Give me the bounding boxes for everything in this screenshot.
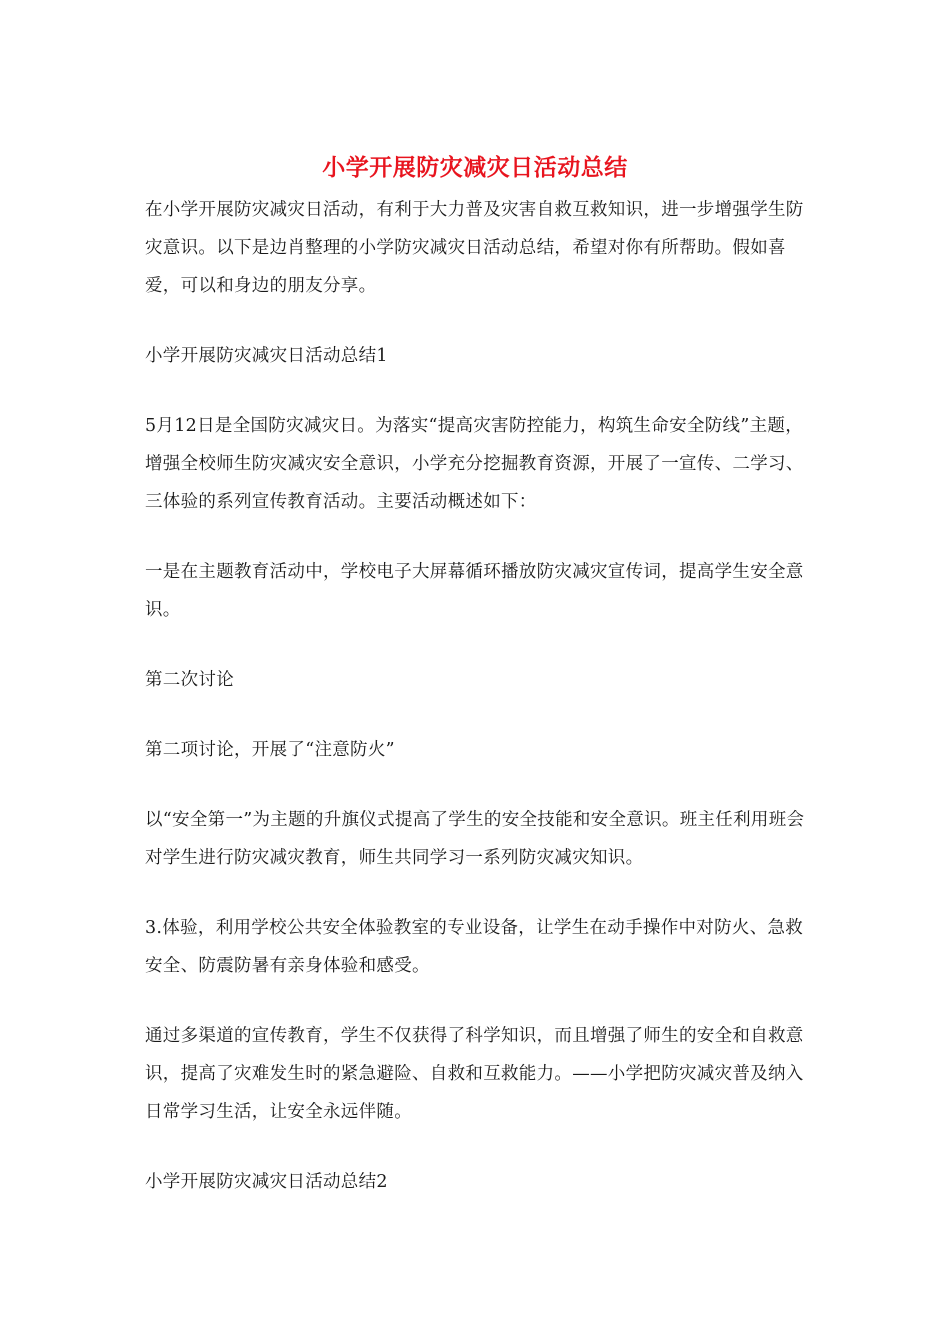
- paragraph-second-item: 第二项讨论，开展了“注意防火”: [145, 740, 395, 760]
- paragraph-experience: 3.体验，利用学校公共安全体验教室的专业设备，让学生在动手操作中对防火、急救安全、防震防暑有亲身体验和感受。: [145, 918, 804, 976]
- document-body: [145, 191, 810, 1233]
- paragraph-flag-ceremony: 以“安全第一”为主题的升旗仪式提高了学生的安全技能和安全意识。班主任利用班会对学生进行防灾减灾教育，师生共同学习一系列防灾减灾知识。: [145, 810, 805, 868]
- document-title: 小学开展防灾减灾日活动总结: [322, 154, 628, 181]
- paragraph-intro: 在小学开展防灾减灾日活动，有利于大力普及灾害自救互救知识，进一步增强学生防灾意识。以下是边肖整理的小学防灾减灾日活动总结，希望对你有所帮助。假如喜爱，可以和身边的朋友分享。: [145, 200, 804, 296]
- section-heading-1: 小学开展防灾减灾日活动总结1: [145, 346, 388, 366]
- paragraph-first-activity: 一是在主题教育活动中，学校电子大屏幕循环播放防灾减灾宣传词，提高学生安全意识。: [145, 562, 804, 620]
- paragraph-conclusion: 通过多渠道的宣传教育，学生不仅获得了科学知识，而且增强了师生的安全和自救意识，提高了灾难发生时的紧急避险、自救和互救能力。——小学把防灾减灾普及纳入日常学习生活，让安全永远伴随。: [145, 1026, 804, 1122]
- paragraph-second-discussion: 第二次讨论: [145, 670, 234, 690]
- section-heading-2: 小学开展防灾减灾日活动总结2: [145, 1172, 388, 1192]
- paragraph-overview: 5月12日是全国防灾减灾日。为落实“提高灾害防控能力，构筑生命安全防线”主题，增强全校师生防灾减灾安全意识，小学充分挖掘教育资源，开展了一宣传、二学习、三体验的系列宣传教育活动。主要活动概述如下：: [145, 416, 804, 512]
